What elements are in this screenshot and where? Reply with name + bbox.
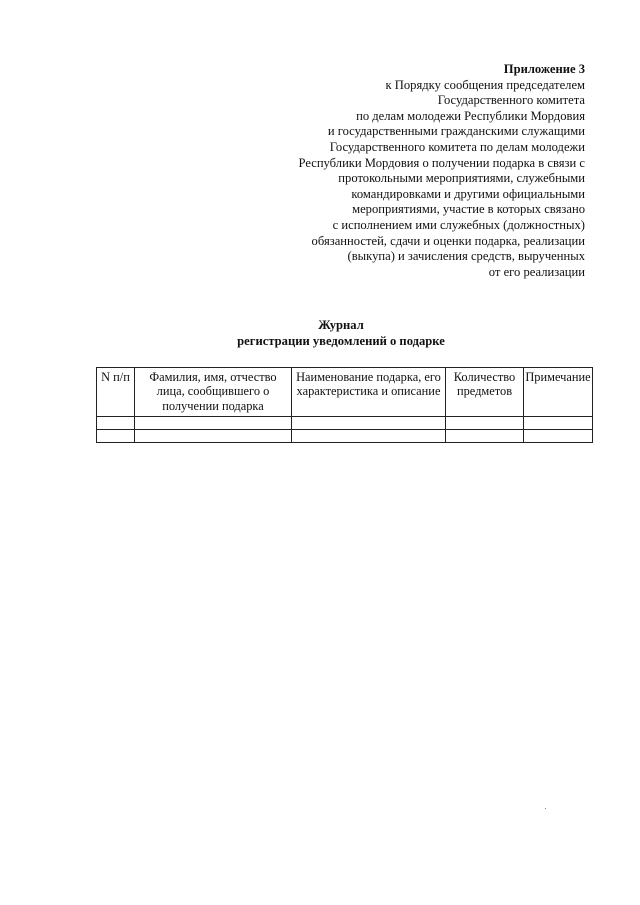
journal-table bbox=[96, 367, 593, 443]
table-cell bbox=[97, 417, 135, 430]
table-cell bbox=[446, 430, 524, 443]
appendix-line: с исполнением ими служебных (должностных) bbox=[332, 217, 585, 232]
appendix-line: обязанностей, сдачи и оценки подарка, реализации bbox=[311, 233, 585, 248]
journal-title-line2: регистрации уведомлений о подарке bbox=[237, 334, 445, 348]
journal-title-line1: Журнал bbox=[318, 318, 364, 332]
table-cell bbox=[135, 430, 292, 443]
table-cell bbox=[97, 430, 135, 443]
table-cell bbox=[292, 417, 446, 430]
appendix-heading: Приложение 3 bbox=[503, 62, 585, 76]
table-cell bbox=[524, 430, 593, 443]
appendix-line: к Порядку сообщения председателем bbox=[385, 77, 585, 92]
table-cell bbox=[135, 417, 292, 430]
appendix-line: протокольными мероприятиями, служебными bbox=[338, 171, 585, 186]
appendix-line: Государственного комитета bbox=[437, 93, 585, 108]
appendix-line: Государственного комитета по делам молодежи bbox=[329, 139, 585, 154]
table-header-row bbox=[97, 368, 593, 417]
appendix-line: Республики Мордовия о получении подарка в связи с bbox=[298, 155, 585, 170]
table-cell bbox=[292, 430, 446, 443]
journal-title bbox=[0, 317, 640, 349]
header-gift: Наименование подарка, его характеристика и описание bbox=[292, 368, 446, 417]
table-row bbox=[97, 430, 593, 443]
appendix-block bbox=[255, 62, 585, 280]
scan-speck bbox=[545, 808, 546, 809]
appendix-line: мероприятиями, участие в которых связано bbox=[352, 202, 585, 217]
appendix-line: по делам молодежи Республики Мордовия bbox=[356, 108, 585, 123]
header-number: N п/п bbox=[97, 368, 135, 417]
header-note: Примечание bbox=[524, 368, 593, 417]
appendix-line: и государственными гражданскими служащими bbox=[327, 124, 585, 139]
appendix-line: (выкупа) и зачисления средств, вырученных bbox=[347, 249, 585, 264]
header-quantity: Количество предметов bbox=[446, 368, 524, 417]
appendix-line: от его реализации bbox=[488, 264, 585, 279]
header-name: Фамилия, имя, отчество лица, сообщившего о получении подарка bbox=[135, 368, 292, 417]
table-cell bbox=[524, 417, 593, 430]
appendix-line: командировками и другими официальными bbox=[351, 186, 585, 201]
table-cell bbox=[446, 417, 524, 430]
table-row bbox=[97, 417, 593, 430]
